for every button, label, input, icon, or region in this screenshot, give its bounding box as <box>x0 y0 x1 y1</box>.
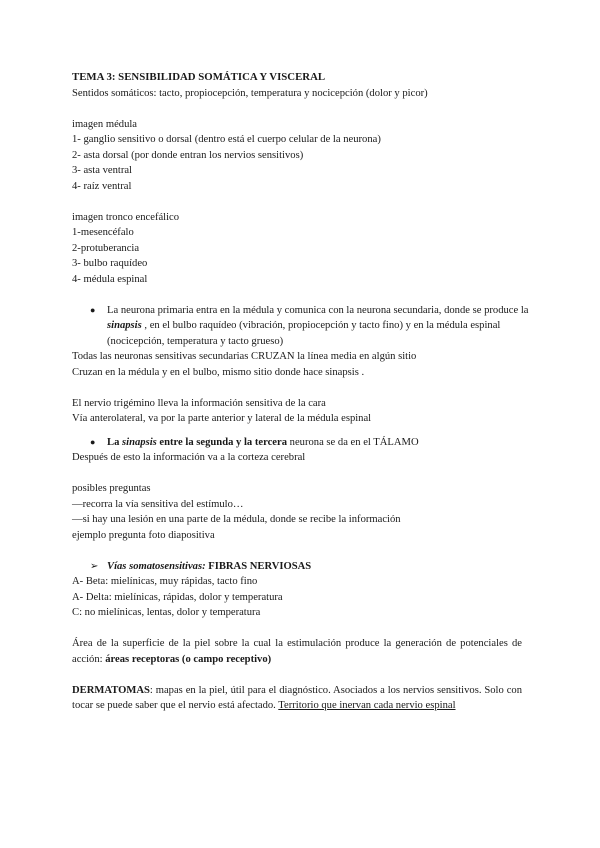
vias-heading: ➢ Vías somatosensitivas: FIBRAS NERVIOSAS <box>72 559 532 575</box>
text-line: El nervio trigémino lleva la información sensitiva de la cara <box>72 397 326 409</box>
tronco-item: 2-protuberancia <box>72 242 140 254</box>
bullet-item-sinapsis <box>72 303 532 350</box>
intro-line: Sentidos somáticos: tacto, propiocepción, temperatura y nocicepción (dolor y picor) <box>72 87 428 99</box>
text-line: Cruzan en la médula y en el bulbo, mismo sitio donde hace sinapsis . <box>72 366 365 378</box>
page-title: TEMA 3: SENSIBILIDAD SOMÁTICA Y VISCERAL <box>72 71 326 83</box>
medula-item: 2- asta dorsal (por donde entran los nervios sensitivos) <box>72 149 304 161</box>
preguntas-block <box>72 481 532 543</box>
text-line: Todas las neuronas sensitivas secundarias CRUZAN la línea media en algún sitio <box>72 351 417 362</box>
text-line: ejemplo pregunta foto diapositiva <box>72 529 215 541</box>
arrow-bullet-icon: ➢ <box>90 560 99 572</box>
fibra-item: C: no mielínicas, lentas, dolor y temperatura <box>72 607 261 618</box>
fibra-item: A- Beta: mielínicas, muy rápidas, tacto fino <box>72 576 258 587</box>
bullet-item-talamo <box>72 435 532 451</box>
area-paragraph: Área de la superficie de la piel sobre la cual la estimulación produce la generación de potenciales de acción: áreas receptoras (o campo receptivo) <box>72 638 522 665</box>
text-line: Después de esto la información va a la corteza cerebral <box>72 452 306 463</box>
text-line: posibles preguntas <box>72 483 151 494</box>
bullet-text: La neurona primaria entra en la médula y comunica con la neurona secundaria, donde se produce la sinapsis , en el bulbo raquídeo (vibración, propiocepción y tacto fino) y en la médula espinal (nocicepción, temperatura y tacto grueso) <box>107 304 529 347</box>
tronco-item: 1-mesencéfalo <box>72 227 134 238</box>
tronco-heading: imagen tronco encefálico <box>72 211 180 223</box>
bullet-icon: ● <box>90 436 96 447</box>
text-line: —recorra la vía sensitiva del estímulo… <box>72 498 244 510</box>
text-line: —si hay una lesión en una parte de la médula, donde se recibe la información <box>72 514 401 525</box>
tronco-item: 4- médula espinal <box>72 273 148 285</box>
tronco-section <box>72 210 532 288</box>
fibra-item: A- Delta: mielínicas, rápidas, dolor y temperatura <box>72 591 283 603</box>
tronco-item: 3- bulbo raquídeo <box>72 258 148 269</box>
medula-section <box>72 117 532 195</box>
bullet-text: La sinapsis entre la segunda y la tercera neurona se da en el TÁLAMO <box>107 436 419 448</box>
trigemino-block <box>72 396 532 427</box>
dermatomas-paragraph: DERMATOMAS: mapas en la piel, útil para el diagnóstico. Asociados a los nervios sensitivos. Solo con tocar se puede saber que el nervio está afectado. Territorio que inervan cada nervio espinal <box>72 684 522 711</box>
medula-item: 1- ganglio sensitivo o dorsal (dentro está el cuerpo celular de la neurona) <box>72 134 381 145</box>
document-page <box>72 70 532 714</box>
fibras-list <box>72 574 532 621</box>
bullet-icon: ● <box>90 304 96 315</box>
medula-item: 4- raíz ventral <box>72 180 132 192</box>
text-line: Vía anterolateral, va por la parte anterior y lateral de la médula espinal <box>72 413 372 424</box>
cruzan-block <box>72 349 532 380</box>
medula-item: 3- asta ventral <box>72 165 133 176</box>
medula-heading: imagen médula <box>72 118 138 130</box>
